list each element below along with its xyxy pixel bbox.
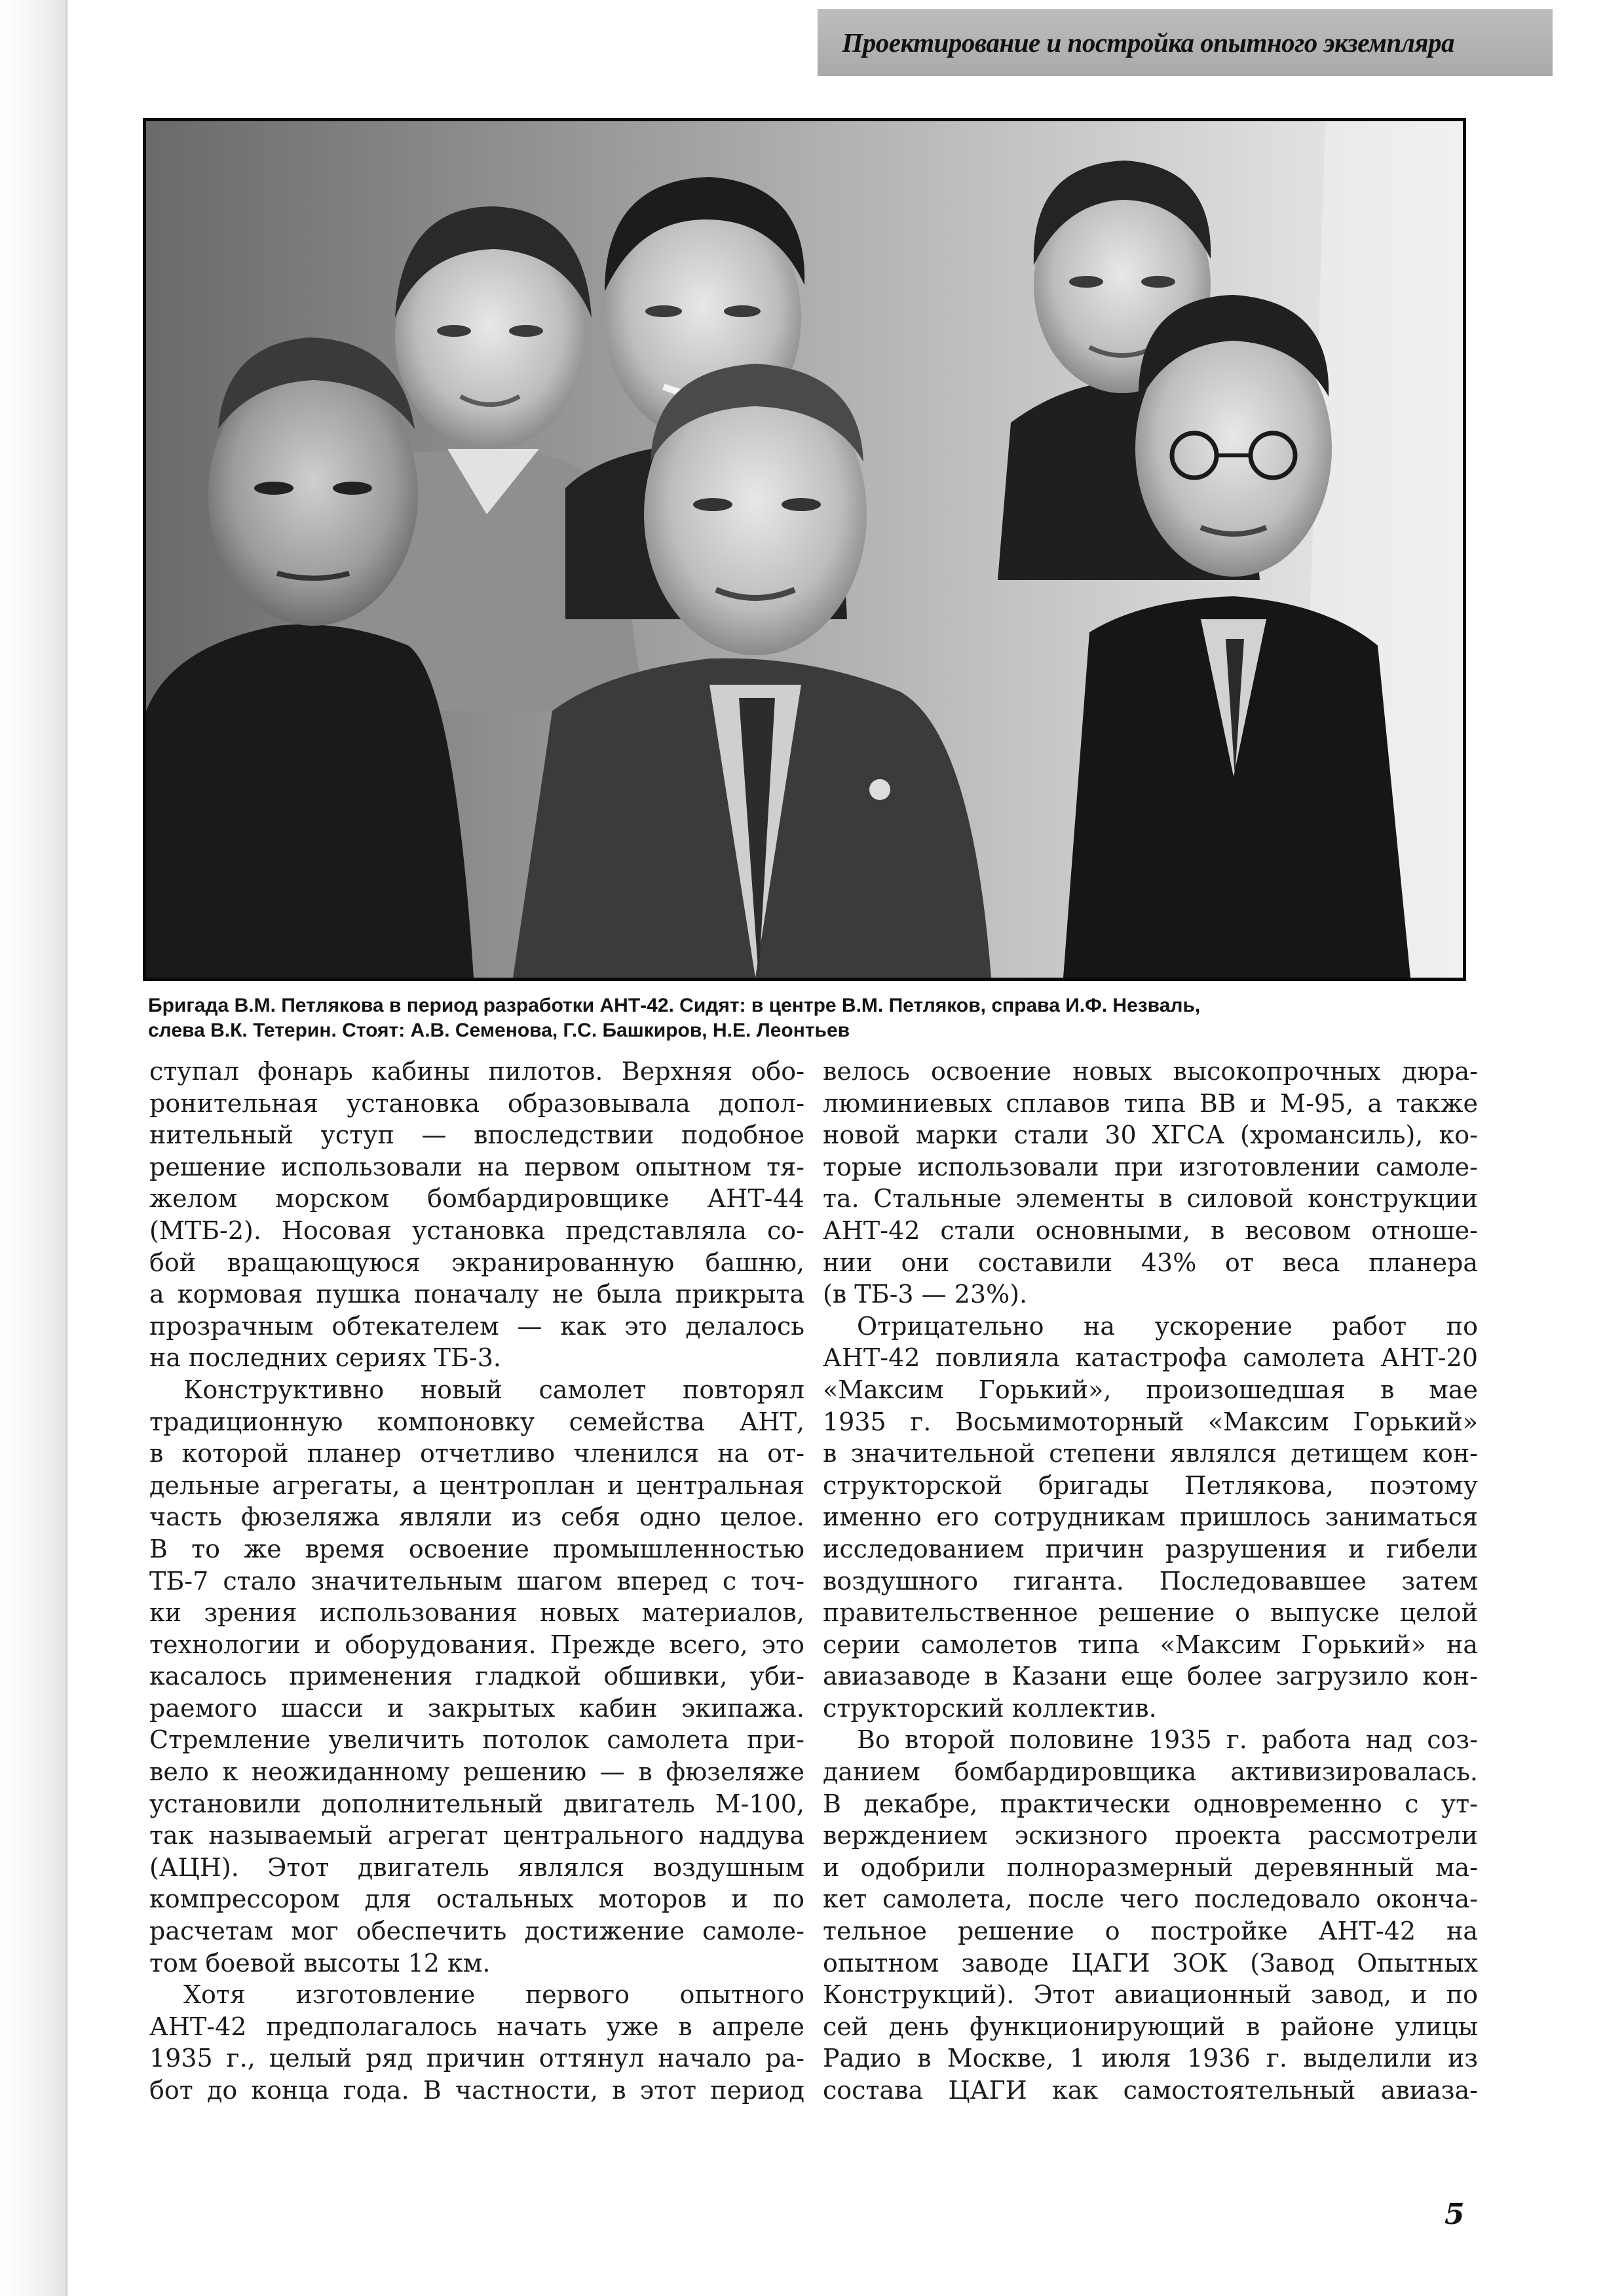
text-column-right: [823, 1056, 1478, 2107]
text-line: бой вращающуюся экранированную башню,: [149, 1248, 804, 1277]
text-line: желом морском бомбардировщике АНТ-44: [149, 1184, 804, 1214]
text-line: опытном заводе ЦАГИ ЗОК (Завод Опытных: [823, 1948, 1478, 1978]
text-line: «Максим Горький», произошедшая в мае: [823, 1375, 1478, 1404]
text-line: ступал фонарь кабины пилотов. Верхняя обо-: [149, 1057, 804, 1086]
text-line: ки зрения использования новых материалов,: [149, 1598, 804, 1628]
text-line: В декабре, практически одновременно с ут-: [823, 1789, 1478, 1818]
text-line: 1935 г. Восьмимоторный «Максим Горький»: [823, 1407, 1478, 1436]
text-line: так называемый агрегат центрального наддува: [149, 1821, 804, 1850]
text-line: часть фюзеляжа являли из себя одно целое.: [149, 1502, 804, 1532]
text-line: именно его сотрудникам пришлось заниматься: [823, 1502, 1478, 1532]
caption-line: слева В.К. Тетерин. Стоят: А.В. Семенова, Г.С. Башкиров, Н.Е. Леонтьев: [148, 1020, 850, 1041]
text-line: правительственное решение о выпуске целой: [823, 1598, 1478, 1628]
text-line: новой марки стали 30 ХГСА (хромансиль), ко-: [823, 1120, 1478, 1150]
text-line: авиазаводе в Казани еще более загрузило кон-: [823, 1662, 1478, 1691]
photo-caption: [148, 993, 1471, 1043]
text-line: вело к неожиданному решению — в фюзеляже: [149, 1757, 804, 1787]
text-line: АНТ-42 стали основными, в весовом отноше-: [823, 1215, 1478, 1245]
page-edge: [0, 0, 66, 2296]
text-line: верждением эскизного проекта рассмотрели: [823, 1821, 1478, 1850]
text-line: традиционную компоновку семейства АНТ,: [149, 1407, 804, 1436]
text-line: бот до конца года. В частности, в этот период: [149, 2076, 804, 2105]
running-header: [818, 9, 1553, 76]
text-line: структорской бригады Петлякова, поэтому: [823, 1470, 1478, 1500]
text-line: технологии и оборудования. Прежде всего, это: [149, 1630, 804, 1659]
text-line: 1935 г., целый ряд причин оттянул начало ра-: [149, 2044, 804, 2073]
text-line: торые использовали при изготовлении самоле-: [823, 1152, 1478, 1181]
text-line: и одобрили полноразмерный деревянный ма-: [823, 1852, 1478, 1882]
text-line: ТБ-7 стало значительным шагом вперед с точ-: [149, 1566, 804, 1596]
text-line: Во второй половине 1935 г. работа над соз-: [857, 1725, 1478, 1755]
group-photo: [143, 118, 1466, 981]
text-line: тельное решение о постройке АНТ-42 на: [823, 1917, 1478, 1946]
text-line: сей день функционирующий в районе улицы: [823, 2012, 1478, 2041]
page-edge-line: [66, 0, 67, 2296]
text-line: дельные агрегаты, а центроплан и центральная: [149, 1470, 804, 1500]
text-line: в значительной степени являлся детищем кон-: [823, 1439, 1478, 1468]
text-line: расчетам мог обеспечить достижение самоле-: [149, 1917, 804, 1946]
text-line: Стремление увеличить потолок самолета при-: [149, 1725, 804, 1755]
text-line: (АЦН). Этот двигатель являлся воздушным: [149, 1852, 804, 1882]
text-line: Отрицательно на ускорение работ по: [857, 1311, 1478, 1341]
text-line: компрессором для остальных моторов и по: [149, 1885, 804, 1914]
text-line: серии самолетов типа «Максим Горький» на: [823, 1630, 1478, 1659]
text-line: касалось применения гладкой обшивки, уби-: [149, 1662, 804, 1691]
text-line: раемого шасси и закрытых кабин экипажа.: [149, 1693, 804, 1723]
page-number: 5: [1445, 2198, 1465, 2231]
text-line: АНТ-42 предполагалось начать уже в апреле: [149, 2012, 804, 2041]
text-line: установили дополнительный двигатель М-100,: [149, 1789, 804, 1818]
text-line: том боевой высоты 12 км.: [149, 1948, 491, 1978]
text-line: Хотя изготовление первого опытного: [183, 1980, 804, 2010]
text-line: та. Стальные элементы в силовой конструкции: [823, 1184, 1478, 1214]
text-line: (в ТБ-3 — 23%).: [823, 1280, 1028, 1309]
text-line: структорский коллектив.: [823, 1693, 1157, 1723]
text-line: прозрачным обтекателем — как это делалось: [149, 1311, 804, 1341]
text-line: нительный уступ — впоследствии подобное: [149, 1120, 804, 1150]
text-line: решение использовали на первом опытном тя-: [149, 1152, 804, 1181]
text-column-left: [149, 1056, 804, 2107]
text-line: В то же время освоение промышленностью: [149, 1534, 804, 1563]
text-line: Конструкций). Этот авиационный завод, и по: [823, 1980, 1478, 2010]
text-line: АНТ-42 повлияла катастрофа самолета АНТ-20: [823, 1343, 1478, 1373]
text-line: воздушного гиганта. Последовавшее затем: [823, 1566, 1478, 1596]
text-line: исследованием причин разрушения и гибели: [823, 1534, 1478, 1563]
text-line: на последних сериях ТБ-3.: [149, 1343, 502, 1373]
text-line: люминиевых сплавов типа ВВ и М-95, а также: [823, 1088, 1478, 1118]
text-line: Конструктивно новый самолет повторял: [183, 1375, 804, 1404]
text-line: в которой планер отчетливо членился на от-: [149, 1439, 804, 1468]
text-line: ронительная установка образовывала допол-: [149, 1088, 804, 1118]
text-line: а кормовая пушка поначалу не была прикрыта: [149, 1280, 804, 1309]
text-line: велось освоение новых высокопрочных дюра-: [823, 1057, 1478, 1086]
text-line: нии они составили 43% от веса планера: [823, 1248, 1478, 1277]
text-line: (МТБ-2). Носовая установка представляла со-: [149, 1215, 804, 1245]
caption-line: Бригада В.М. Петлякова в период разработки АНТ-42. Сидят: в центре В.М. Петляков, справа И.Ф. Незваль,: [148, 995, 1201, 1016]
text-line: данием бомбардировщика активизировалась.: [823, 1757, 1478, 1787]
text-line: состава ЦАГИ как самостоятельный авиаза-: [823, 2076, 1478, 2105]
text-line: кет самолета, после чего последовало оконча-: [823, 1885, 1478, 1914]
text-line: Радио в Москве, 1 июля 1936 г. выделили из: [823, 2044, 1478, 2073]
running-header-title: Проектирование и постройка опытного экземпляра: [842, 28, 1454, 58]
